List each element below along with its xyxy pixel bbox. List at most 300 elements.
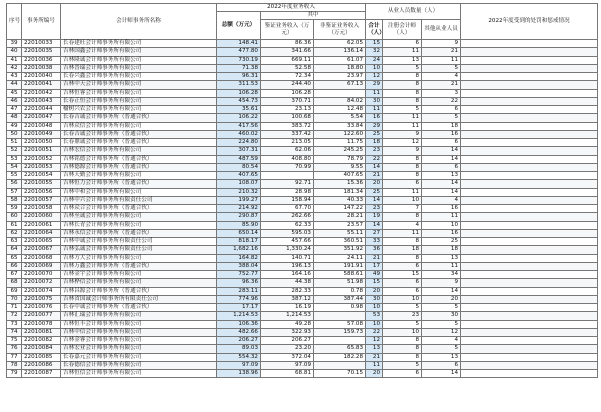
cell-non-audit-revenue: 0.78 [314,287,366,295]
cell-staff-total: 15 [366,40,383,48]
cell-non-audit-revenue: 23.57 [314,221,366,229]
cell-cpa: 18 [383,246,422,254]
table-row [7,337,598,345]
cell-non-audit-revenue: 11.75 [314,139,366,147]
cell-audit-revenue: 97.09 [261,361,314,369]
cell-audit-revenue: 62.33 [261,221,314,229]
cell-other-staff: 10 [422,221,461,229]
firm-disclosure-sheet [6,3,597,378]
cell-audit-revenue: 408.80 [261,155,314,163]
cell-firm-id: 22010075 [22,295,61,303]
header-audit-revenue: 鉴证业务收入（万元） [261,20,314,40]
header-seq: 序号 [7,4,22,40]
cell-staff-total: 12 [366,73,383,81]
cell-non-audit-revenue: 407.65 [314,172,366,180]
cell-cpa: 8 [383,163,422,171]
cell-penalty [461,246,598,254]
cell-staff-total: 23 [366,205,383,213]
cell-other-staff: 4 [422,73,461,81]
cell-staff-total: 14 [366,163,383,171]
cell-staff-total: 23 [366,147,383,155]
cell-staff-total: 20 [366,180,383,188]
cell-other-staff: 16 [422,130,461,138]
cell-firm-name: 吉林德源会计师事务所（普通合伙） [61,163,217,171]
cell-other-staff: 6 [422,163,461,171]
table-row [7,238,598,246]
cell-cpa: 8 [383,89,422,97]
cell-seq: 64 [7,246,22,254]
cell-seq: 61 [7,221,22,229]
table-row [7,188,598,196]
cell-firm-id: 22010044 [22,106,61,114]
cell-audit-revenue: 1,330.24 [261,246,314,254]
cell-other-staff: 6 [422,139,461,147]
cell-firm-name: 长春吉诚会计师事务所（普通合伙） [61,130,217,138]
cell-total-revenue: 106.36 [217,320,261,328]
cell-cpa: 13 [383,56,422,64]
cell-audit-revenue: 370.71 [261,97,314,105]
cell-audit-revenue: 457.66 [261,238,314,246]
cell-penalty [461,254,598,262]
cell-audit-revenue: 322.93 [261,328,314,336]
cell-seq: 41 [7,56,22,64]
cell-staff-total: 21 [366,172,383,180]
cell-cpa: 6 [383,180,422,188]
header-non-audit-revenue: 非鉴证业务收入（万元） [314,20,366,40]
cell-penalty [461,229,598,237]
table-row [7,196,598,204]
cell-firm-id: 22010070 [22,271,61,279]
table-row [7,229,598,237]
cell-total-revenue: 407.65 [217,172,261,180]
cell-cpa: 8 [383,238,422,246]
cell-seq: 42 [7,64,22,72]
cell-cpa: 6 [383,279,422,287]
cell-seq: 79 [7,370,22,378]
cell-staff-total: 33 [366,238,383,246]
header-firm-name: 会计师事务所名称 [61,4,217,40]
cell-firm-name: 吉林宏业会计师事务所有限公司 [61,345,217,353]
cell-firm-name: 吉林中兴会计师事务所有限责任公司 [61,196,217,204]
cell-audit-revenue: 28.98 [261,188,314,196]
cell-penalty [461,64,598,72]
cell-penalty [461,287,598,295]
cell-staff-total: 20 [366,370,383,378]
cell-other-staff: 13 [422,254,461,262]
cell-penalty [461,48,598,56]
table-row [7,221,598,229]
cell-firm-id: 22010072 [22,279,61,287]
cell-other-staff: 12 [422,328,461,336]
table-row [7,254,598,262]
cell-cpa: 10 [383,295,422,303]
cell-firm-id: 22010042 [22,89,61,97]
cell-staff-total: 25 [366,188,383,196]
table-row [7,106,598,114]
cell-other-staff: 5 [422,304,461,312]
cell-firm-id: 22010036 [22,56,61,64]
cell-other-staff: 14 [422,180,461,188]
cell-cpa: 5 [383,320,422,328]
cell-firm-name: 吉林天勤会计师事务所有限公司 [61,172,217,180]
cell-total-revenue: 1,214.53 [217,312,261,320]
cell-other-staff: 30 [422,312,461,320]
cell-cpa: 6 [383,287,422,295]
cell-firm-id: 22010057 [22,196,61,204]
cell-firm-id: 22010051 [22,147,61,155]
cell-penalty [461,155,598,163]
cell-penalty [461,106,598,114]
cell-firm-name: 吉林铭德会计师事务所（普通合伙） [61,155,217,163]
cell-cpa: 5 [383,64,422,72]
cell-non-audit-revenue [314,89,366,97]
table-row [7,64,598,72]
cell-firm-name: 吉林国鑫会计师事务所有限公司 [61,48,217,56]
cell-firm-id: 22010048 [22,122,61,130]
cell-total-revenue: 210.32 [217,188,261,196]
cell-firm-name: 吉林恒信会计师事务所有限公司 [61,370,217,378]
cell-firm-id: 22010058 [22,205,61,213]
cell-firm-id: 22010053 [22,163,61,171]
cell-seq: 59 [7,205,22,213]
cell-penalty [461,262,598,270]
cell-firm-id: 22010055 [22,180,61,188]
cell-non-audit-revenue: 55.11 [314,229,366,237]
table-row [7,304,598,312]
cell-penalty [461,221,598,229]
table-row [7,114,598,122]
cell-seq: 69 [7,287,22,295]
cell-penalty [461,89,598,97]
cell-non-audit-revenue: 159.73 [314,328,366,336]
header-revenue-group: 2022年度业务收入 [217,4,366,12]
cell-audit-revenue: 23.13 [261,106,314,114]
cell-seq: 77 [7,353,22,361]
cell-seq: 44 [7,81,22,89]
cell-cpa: 4 [383,221,422,229]
cell-non-audit-revenue [314,337,366,345]
cell-total-revenue: 417.56 [217,122,261,130]
header-staff-group: 从业人员数量（人） [366,4,461,20]
cell-staff-total: 20 [366,287,383,295]
cell-firm-id: 22010064 [22,229,61,237]
cell-penalty [461,205,598,213]
cell-other-staff: 16 [422,205,461,213]
cell-seq: 76 [7,345,22,353]
cell-seq: 45 [7,89,22,97]
cell-staff-total: 49 [366,271,383,279]
cell-seq: 66 [7,262,22,270]
cell-non-audit-revenue: 122.60 [314,130,366,138]
cell-firm-name: 吉林恒力会计师事务所（普通合伙） [61,180,217,188]
cell-audit-revenue: 49.28 [261,320,314,328]
cell-audit-revenue: 23.20 [261,345,314,353]
cell-cpa: 5 [383,361,422,369]
cell-non-audit-revenue: 360.51 [314,238,366,246]
cell-audit-revenue: 67.70 [261,205,314,213]
header-total-revenue: 总额（万元） [217,12,261,40]
table-row [7,180,598,188]
cell-seq: 54 [7,163,22,171]
cell-firm-name: 长春正恒会计师事务所有限公司 [61,97,217,105]
cell-cpa: 11 [383,229,422,237]
header-firm-id: 事务所编号 [22,4,61,40]
table-row [7,172,598,180]
cell-staff-total: 30 [366,97,383,105]
cell-firm-id: 22010076 [22,304,61,312]
cell-audit-revenue: 206.27 [261,337,314,345]
cell-cpa: 5 [383,304,422,312]
cell-firm-name: 吉林晋瑞会计师事务所有限公司 [61,64,217,72]
cell-total-revenue: 96.31 [217,73,261,81]
cell-staff-total: 22 [366,155,383,163]
cell-other-staff: 11 [422,213,461,221]
cell-total-revenue: 774.96 [217,295,261,303]
cell-total-revenue: 307.31 [217,147,261,155]
table-row [7,312,598,320]
cell-non-audit-revenue: 588.61 [314,271,366,279]
cell-penalty [461,73,598,81]
cell-firm-id: 22010052 [22,155,61,163]
cell-other-staff: 3 [422,89,461,97]
cell-other-staff: 5 [422,320,461,328]
cell-firm-id: 22010049 [22,130,61,138]
cell-firm-id: 22010054 [22,172,61,180]
cell-cpa: 5 [383,106,422,114]
cell-firm-name: 吉林宏信会计师事务所有限公司 [61,147,217,155]
table-row [7,295,598,303]
table-row [7,40,598,48]
cell-firm-id: 22010086 [22,361,61,369]
cell-firm-name: 长春嘉元会计师事务所有限公司 [61,353,217,361]
cell-audit-revenue: 595.03 [261,229,314,237]
table-row [7,353,598,361]
cell-firm-id: 22010041 [22,81,61,89]
cell-non-audit-revenue: 181.34 [314,188,366,196]
cell-audit-revenue: 196.13 [261,262,314,270]
cell-cpa: 11 [383,122,422,130]
cell-total-revenue: 487.59 [217,155,261,163]
cell-firm-name: 长春兴鑫会计师事务所有限公司 [61,73,217,81]
table-row [7,320,598,328]
cell-non-audit-revenue [314,361,366,369]
cell-total-revenue: 148.41 [217,40,261,48]
cell-firm-id: 22010087 [22,370,61,378]
cell-firm-name: 吉林汇瑞会计师事务所有限公司 [61,312,217,320]
cell-total-revenue: 477.80 [217,48,261,56]
cell-total-revenue: 164.82 [217,254,261,262]
cell-seq: 52 [7,147,22,155]
cell-total-revenue: 650.14 [217,229,261,237]
cell-penalty [461,213,598,221]
cell-total-revenue: 290.87 [217,213,261,221]
cell-cpa: 8 [383,213,422,221]
cell-audit-revenue: 262.66 [261,213,314,221]
cell-seq: 73 [7,320,22,328]
cell-total-revenue: 35.61 [217,106,261,114]
cell-non-audit-revenue: 57.08 [314,320,366,328]
cell-staff-total: 17 [366,262,383,270]
cell-non-audit-revenue: 23.97 [314,73,366,81]
cell-total-revenue: 199.27 [217,196,261,204]
cell-staff-total: 53 [366,312,383,320]
cell-seq: 62 [7,229,22,237]
table-row [7,287,598,295]
cell-seq: 53 [7,155,22,163]
table-row [7,213,598,221]
cell-non-audit-revenue: 33.84 [314,122,366,130]
cell-firm-name: 吉林中信会计师事务所有限公司 [61,328,217,336]
cell-total-revenue: 106.28 [217,89,261,97]
cell-other-staff: 9 [422,279,461,287]
table-row [7,97,598,105]
table-row [7,89,598,97]
cell-penalty [461,81,598,89]
cell-audit-revenue: 244.40 [261,81,314,89]
cell-penalty [461,122,598,130]
cell-firm-name: 吉林隆诚会计师事务所有限公司 [61,56,217,64]
cell-firm-name: 吉林昌源会计师事务所（普通合伙） [61,287,217,295]
cell-staff-total: 29 [366,81,383,89]
cell-non-audit-revenue: 67.13 [314,81,366,89]
header-staff-total: 合计（人） [366,20,383,40]
cell-non-audit-revenue: 245.25 [314,147,366,155]
table-row [7,345,598,353]
cell-total-revenue: 89.03 [217,345,261,353]
cell-other-staff: 16 [422,229,461,237]
cell-total-revenue: 97.09 [217,361,261,369]
cell-cpa: 15 [383,271,422,279]
cell-other-staff: 11 [422,56,461,64]
cell-penalty [461,370,598,378]
cell-audit-revenue: 337.42 [261,130,314,138]
cell-non-audit-revenue: 5.54 [314,114,366,122]
firm-table [6,3,598,378]
cell-seq: 67 [7,271,22,279]
cell-staff-total: 10 [366,64,383,72]
cell-penalty [461,139,598,147]
header-cpa: 注册会计师（人） [383,20,422,40]
cell-firm-id: 22010035 [22,48,61,56]
table-row [7,246,598,254]
cell-non-audit-revenue: 61.07 [314,56,366,64]
cell-total-revenue: 224.80 [217,139,261,147]
cell-audit-revenue: 164.16 [261,271,314,279]
cell-firm-name: 长春鼎诚会计师事务所（普通合伙） [61,139,217,147]
cell-total-revenue: 80.54 [217,163,261,171]
cell-other-staff: 14 [422,370,461,378]
cell-other-staff: 4 [422,337,461,345]
cell-firm-name: 长春建旺会计师事务所有限公司 [61,40,217,48]
cell-firm-id: 22010056 [22,188,61,196]
cell-seq: 75 [7,337,22,345]
cell-other-staff: 4 [422,196,461,204]
cell-penalty [461,345,598,353]
cell-audit-revenue: 282.33 [261,287,314,295]
cell-staff-total: 22 [366,328,383,336]
cell-audit-revenue: 387.12 [261,295,314,303]
cell-non-audit-revenue: 387.44 [314,295,366,303]
cell-seq: 55 [7,172,22,180]
cell-total-revenue: 108.07 [217,180,261,188]
cell-seq: 78 [7,361,22,369]
table-header [7,4,598,40]
cell-penalty [461,337,598,345]
cell-firm-id: 22010074 [22,287,61,295]
cell-penalty [461,163,598,171]
cell-firm-name: 长春德信会计师事务所有限公司 [61,361,217,369]
cell-audit-revenue: 341.66 [261,48,314,56]
table-row [7,370,598,378]
cell-audit-revenue: 62.06 [261,147,314,155]
cell-penalty [461,353,598,361]
cell-other-staff: 6 [422,361,461,369]
cell-total-revenue: 454.73 [217,97,261,105]
cell-penalty [461,271,598,279]
cell-firm-name: 吉林金宇会计师事务所有限公司 [61,271,217,279]
cell-non-audit-revenue: 191.91 [314,262,366,270]
cell-penalty [461,130,598,138]
cell-penalty [461,97,598,105]
cell-firm-id: 22010077 [22,312,61,320]
cell-seq: 46 [7,97,22,105]
cell-non-audit-revenue: 182.28 [314,353,366,361]
cell-total-revenue: 71.38 [217,64,261,72]
cell-total-revenue: 206.27 [217,337,261,345]
cell-firm-name: 长春中诚会计师事务所（普通合伙） [61,304,217,312]
cell-non-audit-revenue: 147.22 [314,205,366,213]
cell-other-staff: 21 [422,48,461,56]
cell-other-staff: 5 [422,345,461,353]
cell-cpa: 10 [383,196,422,204]
cell-staff-total: 14 [366,196,383,204]
cell-seq: 71 [7,304,22,312]
cell-audit-revenue: 44.38 [261,279,314,287]
cell-penalty [461,312,598,320]
cell-total-revenue: 214.92 [217,205,261,213]
cell-non-audit-revenue: 70.15 [314,370,366,378]
cell-audit-revenue: 1,214.53 [261,312,314,320]
cell-other-staff: 25 [422,238,461,246]
cell-seq: 58 [7,196,22,204]
cell-staff-total: 12 [366,337,383,345]
cell-total-revenue: 730.19 [217,56,261,64]
cell-other-staff: 5 [422,114,461,122]
cell-seq: 63 [7,238,22,246]
cell-audit-revenue [261,172,314,180]
cell-cpa: 8 [383,81,422,89]
cell-staff-total: 21 [366,254,383,262]
cell-non-audit-revenue: 51.98 [314,279,366,287]
table-body [7,40,598,378]
cell-seq: 48 [7,114,22,122]
cell-firm-name: 吉林桦信会计师事务所有限公司 [61,279,217,287]
cell-penalty [461,361,598,369]
cell-total-revenue: 138.96 [217,370,261,378]
cell-firm-name: 长春吉诚会计师事务所（普通合伙） [61,114,217,122]
cell-firm-name: 榆树兴农会计师事务所有限公司 [61,106,217,114]
cell-cpa: 8 [383,337,422,345]
cell-firm-id: 22010050 [22,139,61,147]
cell-other-staff: 34 [422,271,461,279]
header-other-staff: 其他从业人员 [422,20,461,40]
cell-penalty [461,180,598,188]
cell-staff-total: 10 [366,304,383,312]
cell-staff-total: 18 [366,139,383,147]
cell-non-audit-revenue [314,312,366,320]
cell-cpa: 9 [383,130,422,138]
cell-audit-revenue: 72.34 [261,73,314,81]
